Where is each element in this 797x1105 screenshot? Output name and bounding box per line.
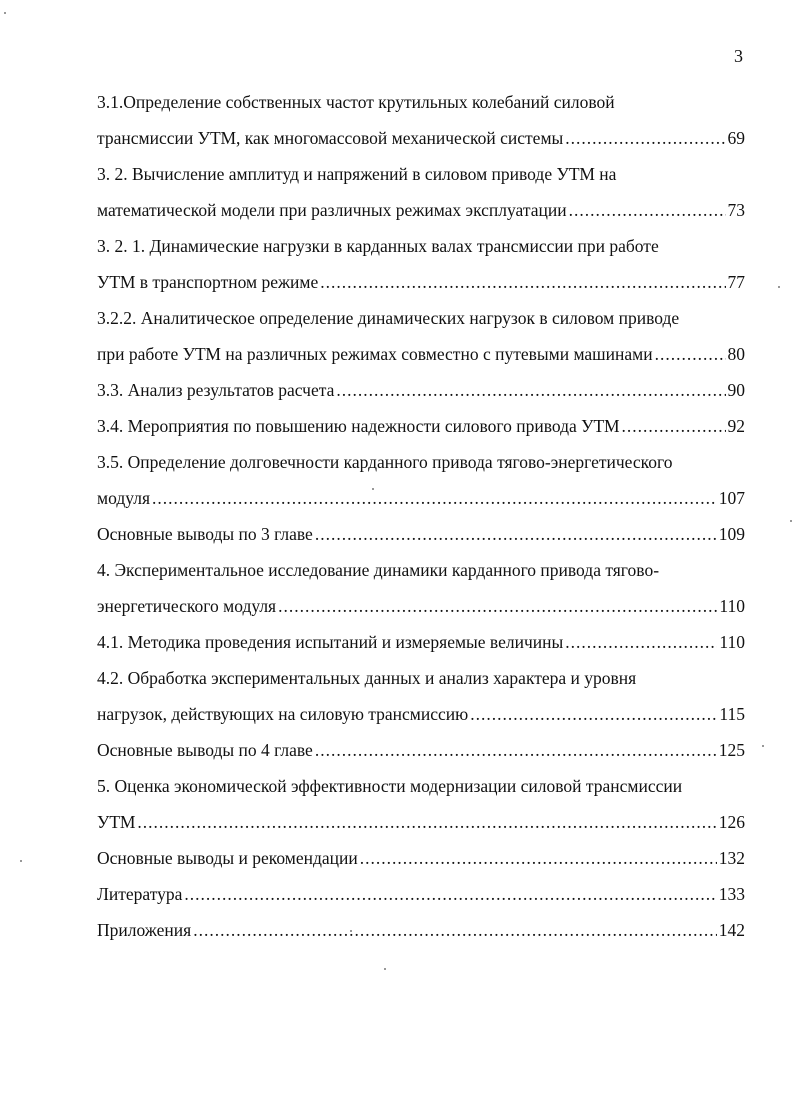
toc-entry-title: математической модели при различных режимах эксплуатации [97, 200, 567, 220]
dot-leader [360, 845, 717, 871]
toc-entry-title: трансмиссии УТМ, как многомассовой механической системы [97, 128, 564, 148]
toc-entry-line [97, 197, 745, 233]
toc-entry-line [97, 377, 745, 413]
toc-entry-page: 115 [719, 704, 745, 724]
toc-entry-line [97, 917, 745, 953]
dot-leader [315, 521, 717, 547]
page-number: 3 [734, 46, 743, 66]
scan-speck [790, 520, 792, 522]
toc-entry-line [97, 125, 745, 161]
toc-entry-line: 3. 2. 1. Динамические нагрузки в карданных валах трансмиссии при работе [97, 236, 659, 256]
toc-entry-page: 90 [727, 380, 745, 400]
toc-entry-page: 142 [718, 920, 745, 940]
toc-entry-line: 5. Оценка экономической эффективности модернизации силовой трансмиссии [97, 776, 683, 796]
toc-entry-page: 125 [718, 740, 745, 760]
toc-entry-title: энергетического модуля [97, 596, 277, 616]
toc-entry-page: 80 [727, 344, 745, 364]
scan-speck [372, 488, 374, 490]
toc-entry-page: 133 [718, 884, 745, 904]
toc-entry-title: 3.3. Анализ результатов расчета [97, 380, 335, 400]
toc-entry-line: 4.2. Обработка экспериментальных данных и анализ характера и уровня [97, 668, 637, 688]
toc-entry-page: 110 [719, 632, 745, 652]
toc-entry-title: Основные выводы и рекомендации [97, 848, 358, 868]
toc-entry-title: Основные выводы по 4 главе [97, 740, 313, 760]
toc-entry-page: 77 [727, 272, 745, 292]
dot-leader [565, 125, 725, 151]
toc-entry-title: нагрузок, действующих на силовую трансмиссию [97, 704, 469, 724]
toc-entry-page: 126 [718, 812, 745, 832]
toc-entry-page: 69 [727, 128, 745, 148]
toc-entry-line [97, 485, 745, 521]
toc-entry-line: 3.2.2. Аналитическое определение динамических нагрузок в силовом приводе [97, 308, 680, 328]
toc-entry-page: 109 [718, 524, 745, 544]
toc-entry-line [97, 809, 745, 845]
toc-entry-line [97, 881, 745, 917]
scan-speck [762, 745, 764, 747]
toc-entry-page: 92 [727, 416, 745, 436]
toc-entry-page: 132 [718, 848, 745, 868]
dot-leader [622, 413, 726, 439]
scan-speck [20, 860, 22, 862]
dot-leader [470, 701, 717, 727]
toc-entry-title: 3.4. Мероприятия по повышению надежности силового привода УТМ [97, 416, 620, 436]
dot-leader [152, 485, 717, 511]
toc-entry-line: 3. 2. Вычисление амплитуд и напряжений в силовом приводе УТМ на [97, 164, 617, 184]
dot-leader [565, 629, 717, 655]
scan-speck [350, 930, 352, 932]
toc-entry-title: Приложения [97, 920, 192, 940]
toc-entry-title: 4.1. Методика проведения испытаний и измеряемые величины [97, 632, 564, 652]
toc-entry-title: Основные выводы по 3 главе [97, 524, 313, 544]
toc-entry-line: 4. Экспериментальное исследование динамики карданного привода тягово- [97, 560, 660, 580]
dot-leader [137, 809, 716, 835]
table-of-contents [97, 89, 745, 953]
scan-speck [384, 968, 386, 970]
toc-entry-line [97, 341, 745, 377]
toc-entry-line [97, 629, 745, 665]
toc-entry-line [97, 413, 745, 449]
toc-entry-title: модуля [97, 488, 150, 508]
toc-entry-line: 3.5. Определение долговечности карданного привода тягово-энергетического [97, 452, 673, 472]
dot-leader [655, 341, 726, 367]
toc-entry-line [97, 845, 745, 881]
toc-entry-line [97, 593, 745, 629]
dot-leader [336, 377, 725, 403]
toc-entry-title: Литература [97, 884, 183, 904]
dot-leader [315, 737, 717, 763]
toc-entry-page: 110 [719, 596, 745, 616]
dot-leader [569, 197, 726, 223]
dot-leader [184, 881, 716, 907]
toc-entry-line [97, 701, 745, 737]
dot-leader [278, 593, 717, 619]
scan-speck [4, 12, 6, 14]
dot-leader [193, 917, 717, 943]
toc-entry-title: при работе УТМ на различных режимах совместно с путевыми машинами [97, 344, 653, 364]
dot-leader [320, 269, 725, 295]
toc-entry-page: 107 [718, 488, 745, 508]
toc-entry-line [97, 521, 745, 557]
toc-entry-line [97, 737, 745, 773]
toc-entry-line [97, 269, 745, 305]
toc-entry-line: 3.1.Определение собственных частот крутильных колебаний силовой [97, 92, 615, 112]
toc-entry-page: 73 [727, 200, 745, 220]
toc-entry-title: УТМ [97, 812, 136, 832]
toc-entry-title: УТМ в транспортном режиме [97, 272, 319, 292]
scan-speck [778, 286, 780, 288]
